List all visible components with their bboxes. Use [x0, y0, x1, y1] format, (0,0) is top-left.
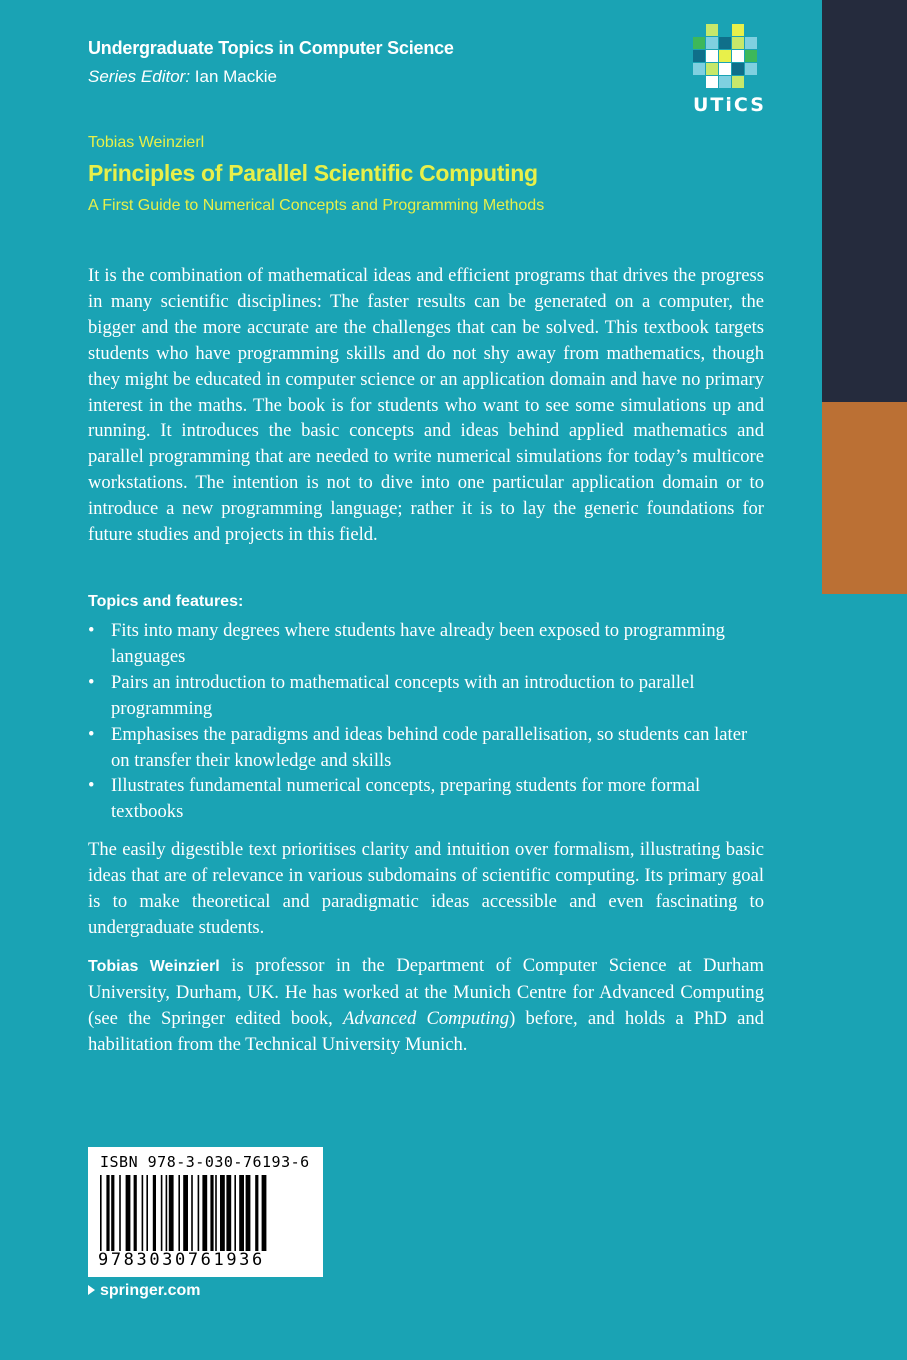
feature-text: Pairs an introduction to mathematical concepts with an introduction to parallel programming [111, 671, 695, 719]
bullet-icon: • [88, 775, 95, 797]
series-editor-name: Ian Mackie [194, 67, 277, 86]
barcode-bar [111, 1175, 114, 1251]
publisher-link[interactable] [88, 1282, 200, 1300]
barcode-bar [169, 1175, 174, 1251]
list-item [88, 773, 751, 825]
logo-text: UTiCS [693, 94, 766, 116]
description [88, 263, 764, 548]
author-bio-book-ref: Advanced Computing [342, 1007, 510, 1029]
utics-logo [693, 24, 766, 116]
feature-text: Emphasises the paradigms and ideas behind code parallelisation, so students can later on transfer their knowledge and skills [111, 723, 748, 771]
barcode-bar [153, 1175, 156, 1251]
book-heading [88, 134, 544, 215]
barcode-bar [234, 1175, 236, 1251]
book-subtitle: A First Guide to Numerical Concepts and Programming Methods [88, 197, 545, 214]
spine-dark-band [822, 0, 907, 402]
series-title: Undergraduate Topics in Computer Science [88, 38, 454, 58]
feature-text: Fits into many degrees where students have already been exposed to programming languages [111, 620, 725, 667]
isbn-label: ISBN 978-3-030-76193-6 [100, 1153, 310, 1171]
barcode-bar [146, 1175, 148, 1251]
feature-text: Illustrates fundamental numerical concepts, preparing students for more formal textbooks [111, 775, 701, 823]
series-editor-label: Series Editor: [88, 67, 191, 86]
author-bio-text-end: ) before, and holds a PhD and habilitation from the Technical University Munich. [88, 1007, 764, 1055]
barcode-bar [191, 1175, 193, 1251]
publisher-url: springer.com [100, 1282, 201, 1299]
author-bio-name: Tobias Weinzierl [88, 958, 220, 975]
barcode-bar [210, 1175, 213, 1251]
description-paragraph: It is the combination of mathematical ideas and efficient programs that drives the progress in many scientific disciplines: The faster results can be generated on a computer, the bigger and the more accurate are the challenges that can be solved. This textbook targets students who have programming skills and do not shy away from mathematics, though they might be educated in computer science or an application domain and have no primary interest in the maths. The book is for students who want to see some simulations up and running. It introduces the basic concepts and ideas behind applied mathematics and parallel programming that are needed to write numerical simulations for today’s multicore workstations. The intention is not to dive into one particular application domain or to introduce a new programming language; rather it is to lay the generic foundations for future studies and projects in this field. [88, 265, 764, 546]
barcode-bar [220, 1175, 225, 1251]
isbn-barcode [88, 1147, 323, 1277]
barcode-bar [106, 1175, 109, 1251]
barcode-bar [134, 1175, 137, 1251]
list-item [88, 618, 751, 670]
barcode-digits: 9783030761936 [98, 1250, 265, 1270]
barcode-bars [100, 1175, 312, 1251]
barcode-bar [119, 1175, 121, 1251]
barcode-bar [255, 1175, 258, 1251]
barcode-bar [183, 1175, 188, 1251]
barcode-bar [100, 1175, 102, 1251]
bullet-icon: • [88, 723, 95, 745]
book-title: Principles of Parallel Scientific Computing [88, 160, 538, 186]
list-item [88, 670, 751, 722]
barcode-bar [161, 1175, 163, 1251]
barcode-bar [202, 1175, 207, 1251]
barcode-bar [262, 1175, 267, 1251]
logo-mosaic-icon [693, 24, 759, 88]
summary-paragraph: The easily digestible text prioritises clarity and intuition over formalism, illustrating basic ideas that are of relevance in various subdomains of scientific computing. Its primary goal is to make theoretical and paradigmatic ideas accessible and even fascinating to undergraduate students. [88, 839, 764, 938]
barcode-bar [215, 1175, 217, 1251]
barcode-bar [239, 1175, 244, 1251]
bullet-icon: • [88, 671, 95, 693]
features-list [88, 618, 764, 825]
author-bio [88, 953, 764, 1058]
barcode-bar [178, 1175, 180, 1251]
barcode-bar [226, 1175, 231, 1251]
barcode-bar [166, 1175, 168, 1251]
barcode-bar [246, 1175, 251, 1251]
series-editor [88, 67, 454, 87]
barcode-bar [142, 1175, 144, 1251]
spine-orange-band [822, 402, 907, 594]
triangle-arrow-icon [88, 1285, 95, 1295]
list-item [88, 722, 751, 774]
author-bio-text: is professor in the Department of Computer Science at Durham University, Durham, UK. He has worked at the Munich Centre for Advanced Computing (see the Springer edited book, [88, 955, 765, 1029]
barcode-bar [198, 1175, 200, 1251]
barcode-bar [126, 1175, 131, 1251]
series-header [88, 38, 454, 87]
bullet-icon: • [88, 620, 95, 641]
book-author: Tobias Weinzierl [88, 134, 205, 151]
topics-heading: Topics and features: [88, 593, 244, 610]
